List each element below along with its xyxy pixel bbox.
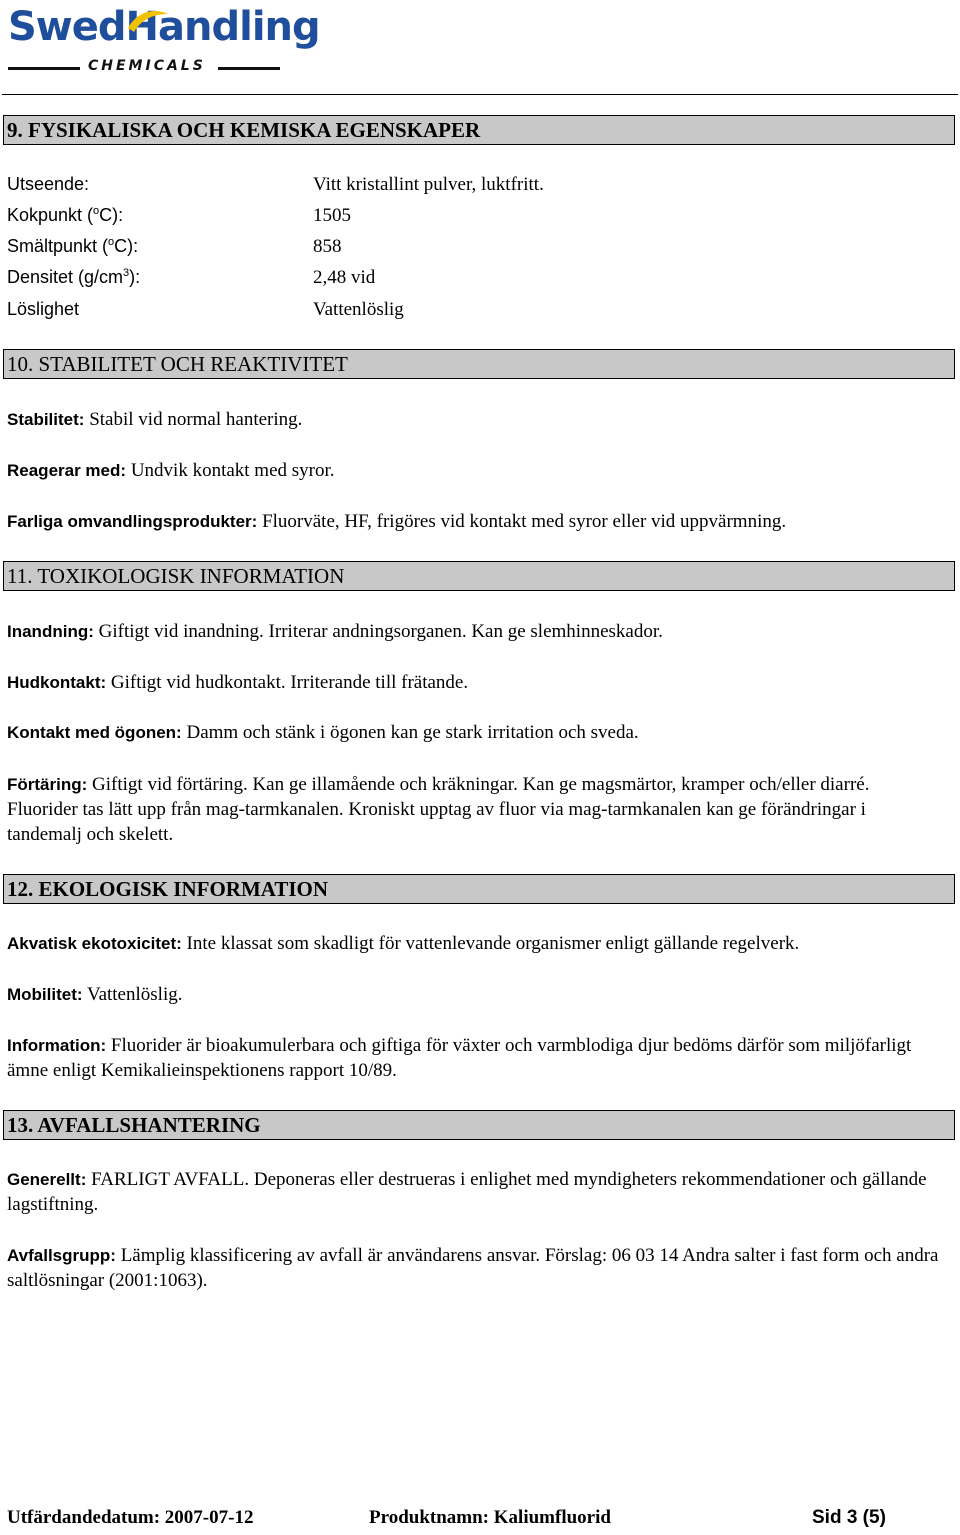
property-label: Densitet $(g/cm^3)$: [7,267,141,287]
section-12-heading: 12. EKOLOGISK INFORMATION [3,874,955,904]
waste-group-text: Avfallsgrupp: Lämplig klassificering av avfall är användarens ansvar. Förslag: 06 03 14 Andra salter i fast form och andra saltlösningar (2001:1063). [7,1245,939,1291]
hazardous-products-text: Farliga omvandlingsprodukter: Fluorväte, HF, frigöres vid kontakt med syror eller vid uppvärmning. [7,511,787,532]
header-divider [2,94,958,95]
property-label: Utseende: [7,174,90,194]
property-label: Löslighet [7,299,80,319]
footer-issue-date: Utfärdandedatum: 2007-07-12 [7,1507,254,1528]
logo-swoosh-icon [126,6,170,36]
property-value: Vitt kristallint pulver, luktfritt. [313,174,544,195]
eco-information-text: Information: Fluorider är bioakumulerbara och giftiga för växter och varmblodiga djur bedöms därför som miljöfarligt ämne enligt Kemikalieinspektionens rapport 10/89. [7,1035,912,1081]
logo-subtitle: CHEMICALS [88,58,206,74]
section-13-heading: 13. AVFALLSHANTERING [3,1110,955,1140]
company-logo [6,2,320,76]
property-label: Kokpunkt ($^o$C): [7,205,124,225]
logo-rule-left [8,67,80,70]
skin-contact-text: Hudkontakt: Giftigt vid hudkontakt. Irriterande till frätande. [7,672,469,693]
ingestion-text: Förtäring: Giftigt vid förtäring. Kan ge illamående och kräkningar. Kan ge magsmärtor, kramper och/eller diarré. Fluorider tas lätt upp från mag-tarmkanalen. Kroniskt upptag av fluor via mag-tarmkanalen kan ge förändringar i tandemalj och skelett. [7,774,870,845]
aquatic-toxicity-text: Akvatisk ekotoxicitet: Inte klassat som skadligt för vattenlevande organismer enligt gällande regelverk. [7,933,800,954]
mobility-text: Mobilitet: Vattenlöslig. [7,984,183,1005]
property-value: Vattenlöslig [313,299,404,320]
section-9-heading: 9. FYSIKALISKA OCH KEMISKA EGENSKAPER [3,115,955,145]
eye-contact-text: Kontakt med ögonen: Damm och stänk i ögonen kan ge stark irritation och sveda. [7,722,639,743]
footer-page-number: Sid 3 (5) [812,1507,886,1528]
inhalation-text: Inandning: Giftigt vid inandning. Irriterar andningsorganen. Kan ge slemhinneskador. [7,621,663,642]
section-10-heading: 10. STABILITET OCH REAKTIVITET [3,349,955,379]
property-value: 2,48 vid [313,267,376,288]
property-value: 1505 [313,205,351,226]
reacts-with-text: Reagerar med: Undvik kontakt med syror. [7,460,335,481]
logo-rule-right [218,67,280,70]
property-label: Smältpunkt ($^o$C): [7,236,139,256]
general-disposal-text: Generellt: FARLIGT AVFALL. Deponeras eller destrueras i enlighet med myndigheters rekommendationer och gällande lagstiftning. [7,1169,927,1215]
stability-text: Stabilitet: Stabil vid normal hantering. [7,409,303,430]
property-value: 858 [313,236,342,257]
footer-product-name: Produktnamn: Kaliumfluorid [369,1507,611,1528]
section-11-heading: 11. TOXIKOLOGISK INFORMATION [3,561,955,591]
logo-wordmark: SwedHandling [8,4,320,50]
